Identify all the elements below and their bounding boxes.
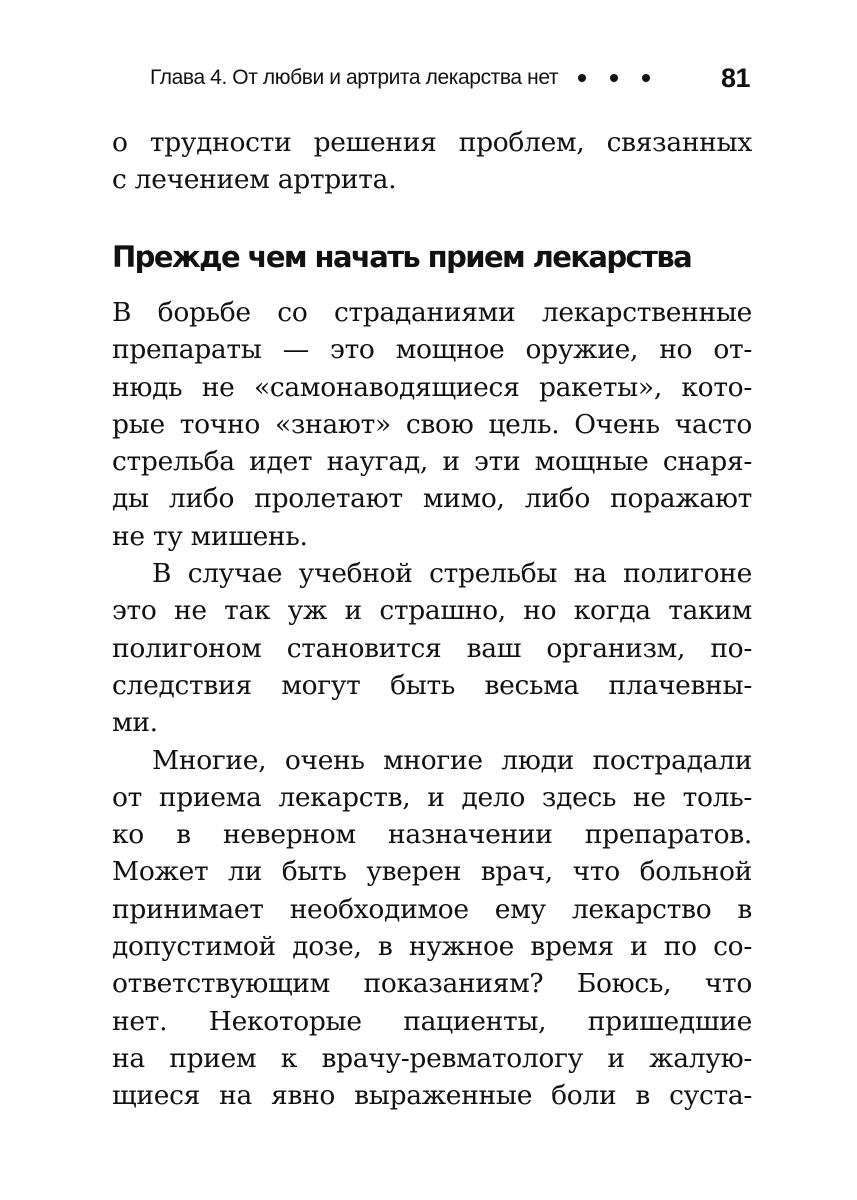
text-line: В случае учебной стрельбы на полигоне (152, 558, 752, 590)
text-line: допустимой дозе, в нужное время и по со- (112, 931, 752, 963)
text-line: с лечением артрита. (112, 164, 397, 196)
paragraph-1 (112, 294, 752, 555)
text-line: полигоном становится ваш организм, по- (112, 632, 752, 664)
text-line: от приема лекарств, и дело здесь не толь- (112, 781, 752, 813)
text-line: В борьбе со страданиями лекарственные (112, 297, 752, 328)
intro-text (112, 124, 752, 199)
text-line: принимает необходимое ему лекарство в (112, 893, 752, 925)
text-line: не ту мишень. (112, 520, 308, 552)
dot-bullet (578, 74, 586, 82)
dot-bullet (610, 74, 618, 82)
page-number: 81 (720, 62, 750, 93)
chapter-title: Глава 4. От любви и артрита лекарства нет (150, 66, 559, 89)
paragraph-3 (112, 742, 752, 1115)
body-text (112, 294, 752, 1115)
text-line: это не так уж и страшно, но когда таким (112, 595, 752, 627)
text-line: ды либо пролетают мимо, либо поражают (112, 483, 752, 515)
text-line: препараты — это мощное оружие, но от- (112, 334, 752, 366)
text-line: ко в неверном назначении препаратов. (112, 819, 752, 851)
text-line: щиеся на явно выраженные боли в суста- (112, 1080, 752, 1112)
text-line: следствия могут быть весьма плачевны- (112, 669, 752, 701)
header-dots (578, 74, 674, 82)
text-line: нюдь не «самонаводящиеся ракеты», кото- (112, 371, 752, 403)
section-heading: Прежде чем начать прием лекарства (112, 240, 692, 274)
text-line: рые точно «знают» свою цель. Очень часто (112, 408, 752, 440)
text-line: нет. Некоторые пациенты, пришедшие (112, 1005, 752, 1037)
text-line: Может ли быть уверен врач, что больной (112, 856, 752, 888)
paragraph-2 (112, 555, 752, 741)
text-line: на прием к врачу-ревматологу и жалую- (112, 1042, 752, 1074)
text-line: Многие, очень многие люди пострадали (152, 744, 752, 776)
text-line: ми. (112, 707, 158, 739)
text-line: стрельба идет наугад, и эти мощные снаря- (112, 446, 752, 478)
dot-bullet (642, 74, 650, 82)
running-header (150, 60, 750, 96)
text-line: о трудности решения проблем, связанных (112, 127, 752, 158)
text-line: ответствующим показаниям? Боюсь, что (112, 968, 752, 1000)
